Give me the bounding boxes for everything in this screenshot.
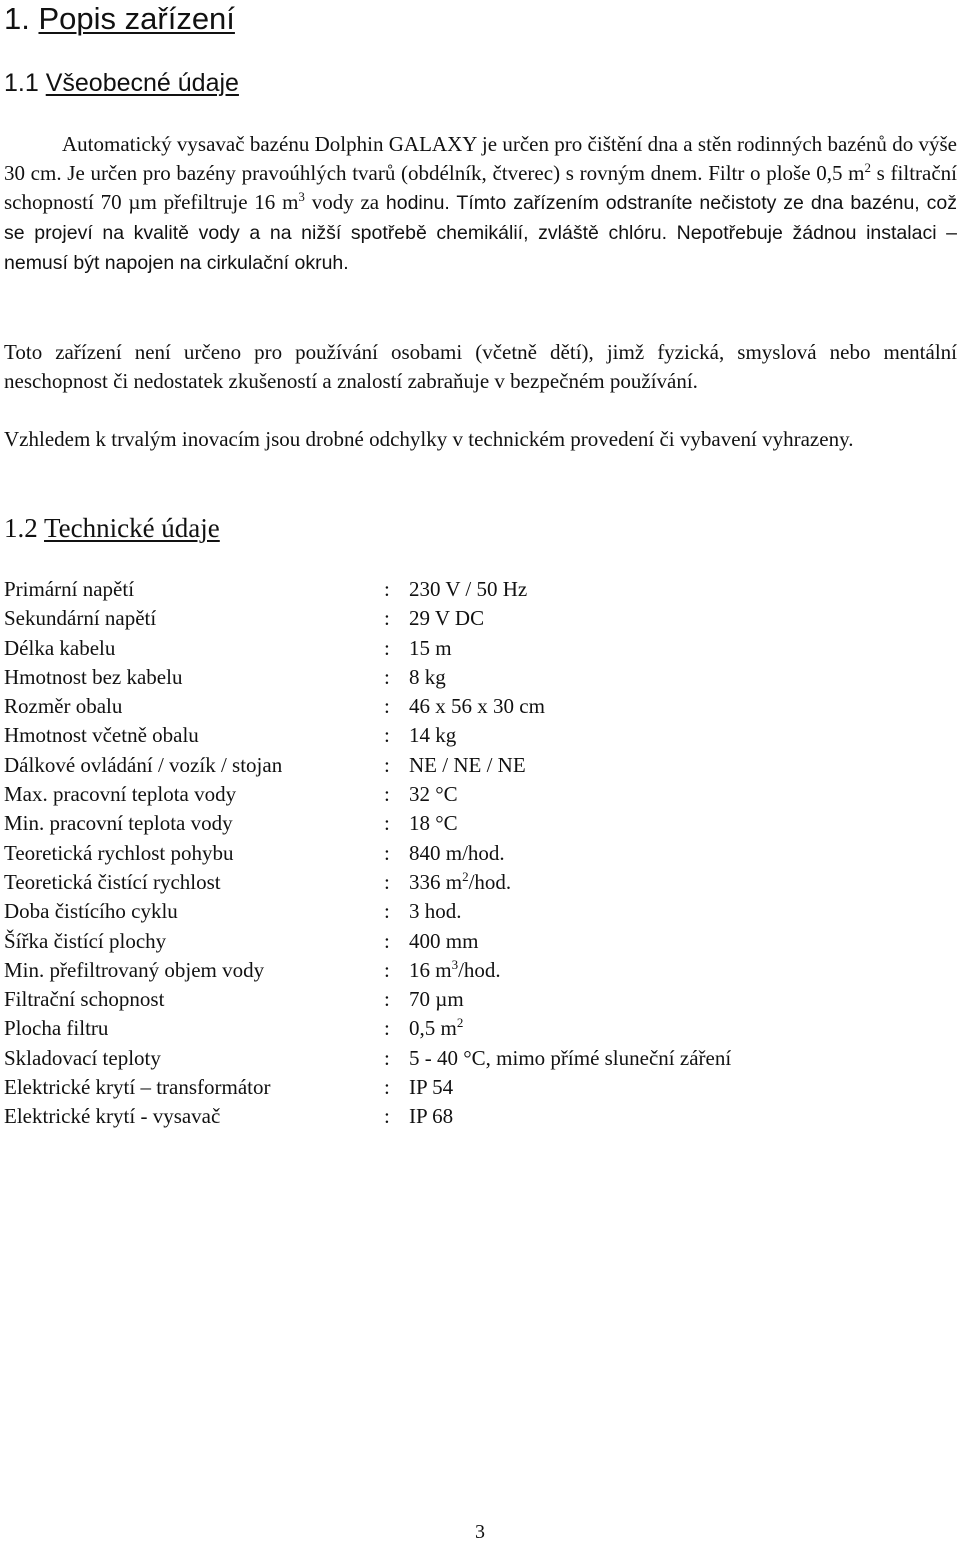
intro-text-1: Automatický vysavač bazénu Dolphin GALAXY je určen pro čištění dna a stěn rodinných bazénů do výše 30 cm. Je určen pro bazény pravoúhlých tvarů (obdélník, čtverec) s rovným dnem. Filtr o ploše 0,5 m [4, 132, 957, 185]
spec-label: Délka kabelu [4, 635, 116, 660]
spec-value-text: 46 x 56 x 30 cm [409, 694, 545, 719]
spec-value-text: 230 V / 50 Hz [409, 577, 528, 601]
spec-value [409, 751, 526, 780]
spec-value-text: 8 kg [409, 664, 446, 689]
spec-value [409, 780, 458, 809]
spec-value-text: 32 °C [409, 782, 458, 807]
spec-separator: : [384, 606, 390, 631]
spec-label: Primární napětí [4, 577, 135, 601]
spec-separator: : [384, 869, 390, 894]
spec-label: Šířka čistící plochy [4, 928, 167, 953]
chapter-title: Popis zařízení [38, 1, 235, 36]
spec-row [4, 809, 904, 838]
spec-separator: : [384, 811, 390, 836]
spec-value [409, 1102, 453, 1131]
spec-value-suffix: /hod. [458, 957, 501, 982]
section-title: Technické údaje [44, 513, 220, 543]
spec-separator: : [384, 928, 390, 953]
spec-value [409, 839, 505, 868]
spec-separator: : [384, 752, 390, 777]
intro-text-3: vody za [304, 190, 386, 214]
spec-value [409, 985, 464, 1014]
chapter-heading [4, 0, 235, 38]
safety-paragraph: Toto zařízení není určeno pro používání osobami (včetně dětí), jimž fyzická, smyslová nebo mentální neschopnost či nedostatek zkušeností a znalostí zabraňuje v bezpečném používání. [4, 340, 957, 393]
spec-value-text: 18 °C [409, 811, 458, 836]
spec-row [4, 634, 904, 663]
superscript: 3 [451, 956, 459, 972]
spec-value [409, 956, 501, 985]
spec-label: Sekundární napětí [4, 606, 157, 631]
spec-label: Teoretická rychlost pohybu [4, 840, 234, 865]
spec-row [4, 751, 904, 780]
spec-separator: : [384, 694, 390, 719]
spec-separator: : [384, 577, 390, 601]
spec-separator: : [384, 840, 390, 865]
spec-separator: : [384, 664, 390, 689]
spec-label: Elektrické krytí – transformátor [4, 1075, 271, 1100]
spec-value-text: 5 - 40 °C, mimo přímé sluneční záření [409, 1045, 732, 1070]
superscript: 2 [462, 868, 469, 884]
spec-value [409, 692, 545, 721]
spec-row [4, 839, 904, 868]
spec-row [4, 956, 904, 985]
spec-separator: : [384, 1016, 390, 1041]
spec-label: Elektrické krytí - vysavač [4, 1104, 221, 1129]
spec-value [409, 897, 462, 926]
superscript: 2 [456, 1015, 464, 1031]
spec-row [4, 575, 904, 604]
section-title: Všeobecné údaje [45, 69, 239, 97]
spec-separator: : [384, 1104, 390, 1129]
spec-label: Dálkové ovládání / vozík / stojan [4, 752, 283, 777]
spec-row [4, 897, 904, 926]
spec-value-text: 15 m [409, 635, 452, 660]
spec-row [4, 1044, 904, 1073]
spec-label: Filtrační schopnost [4, 987, 165, 1012]
section-number: 1.1 [4, 69, 39, 97]
spec-row [4, 927, 904, 956]
spec-row [4, 1014, 904, 1043]
spec-value-text: NE / NE / NE [409, 752, 526, 777]
spec-row [4, 663, 904, 692]
spec-value [409, 575, 527, 604]
section-heading-general [4, 66, 239, 100]
spec-value-text: 70 µm [409, 987, 464, 1012]
spec-row [4, 868, 904, 897]
spec-value-text: IP 54 [409, 1075, 454, 1100]
spec-label: Max. pracovní teplota vody [4, 782, 237, 807]
innovation-paragraph: Vzhledem k trvalým inovacím jsou drobné odchylky v technickém provedení či vybavení vyhrazeny. [4, 427, 854, 451]
section-number: 1.2 [4, 513, 38, 543]
section-heading-technical [4, 511, 220, 545]
spec-row [4, 1102, 904, 1131]
spec-separator: : [384, 899, 390, 924]
spec-label: Min. pracovní teplota vody [4, 811, 233, 836]
spec-separator: : [384, 1045, 390, 1070]
spec-value [409, 809, 458, 838]
spec-label: Doba čistícího cyklu [4, 899, 178, 924]
spec-value-text: IP 68 [409, 1104, 454, 1129]
spec-row [4, 604, 904, 633]
spec-separator: : [384, 635, 390, 660]
spec-label: Hmotnost bez kabelu [4, 664, 183, 689]
spec-value [409, 927, 478, 956]
intro-text-2: s filtrační schopností 70 µm přefiltruje 16 m [4, 161, 957, 214]
superscript: 3 [298, 189, 305, 204]
spec-value-text: 3 hod. [409, 899, 462, 924]
spec-value [409, 663, 446, 692]
spec-value-text: 16 m [409, 957, 452, 982]
intro-paragraph [4, 130, 957, 278]
spec-label: Teoretická čistící rychlost [4, 869, 221, 894]
spec-label: Min. přefiltrovaný objem vody [4, 957, 265, 982]
page-number: 3 [475, 1521, 485, 1543]
spec-row [4, 780, 904, 809]
spec-value-text: 336 m [409, 869, 463, 894]
spec-separator: : [384, 723, 390, 748]
spec-row [4, 721, 904, 750]
spec-value [409, 721, 456, 750]
spec-value-suffix: /hod. [468, 869, 512, 894]
superscript: 2 [864, 160, 871, 175]
spec-value [409, 604, 484, 633]
spec-value [409, 1044, 731, 1073]
intro-text-4: hodinu. Tímto zařízením odstraníte nečistoty ze dna bazénu, což se projeví na kvalitě vody a na nižší spotřebě chemikálií, zvláště chlóru. Nepotřebuje žádnou instalaci – nemusí být napojen na cirkulační okruh. [4, 192, 957, 274]
spec-value-text: 0,5 m [409, 1016, 457, 1041]
spec-label: Rozměr obalu [4, 694, 123, 719]
spec-value-text: 29 V DC [409, 606, 485, 631]
spec-row [4, 985, 904, 1014]
spec-value-text: 400 mm [409, 928, 479, 953]
spec-value [409, 634, 452, 663]
spec-table [4, 575, 904, 1132]
spec-value [409, 1073, 453, 1102]
spec-row [4, 692, 904, 721]
spec-value [409, 1014, 463, 1043]
spec-separator: : [384, 782, 390, 807]
spec-label: Plocha filtru [4, 1016, 109, 1041]
chapter-number: 1. [4, 1, 30, 36]
spec-value-text: 14 kg [409, 723, 457, 748]
spec-separator: : [384, 957, 390, 982]
spec-separator: : [384, 987, 390, 1012]
spec-label: Skladovací teploty [4, 1045, 161, 1070]
spec-value [409, 868, 511, 897]
spec-value-text: 840 m/hod. [409, 840, 505, 865]
spec-separator: : [384, 1075, 390, 1100]
spec-label: Hmotnost včetně obalu [4, 723, 199, 748]
spec-row [4, 1073, 904, 1102]
